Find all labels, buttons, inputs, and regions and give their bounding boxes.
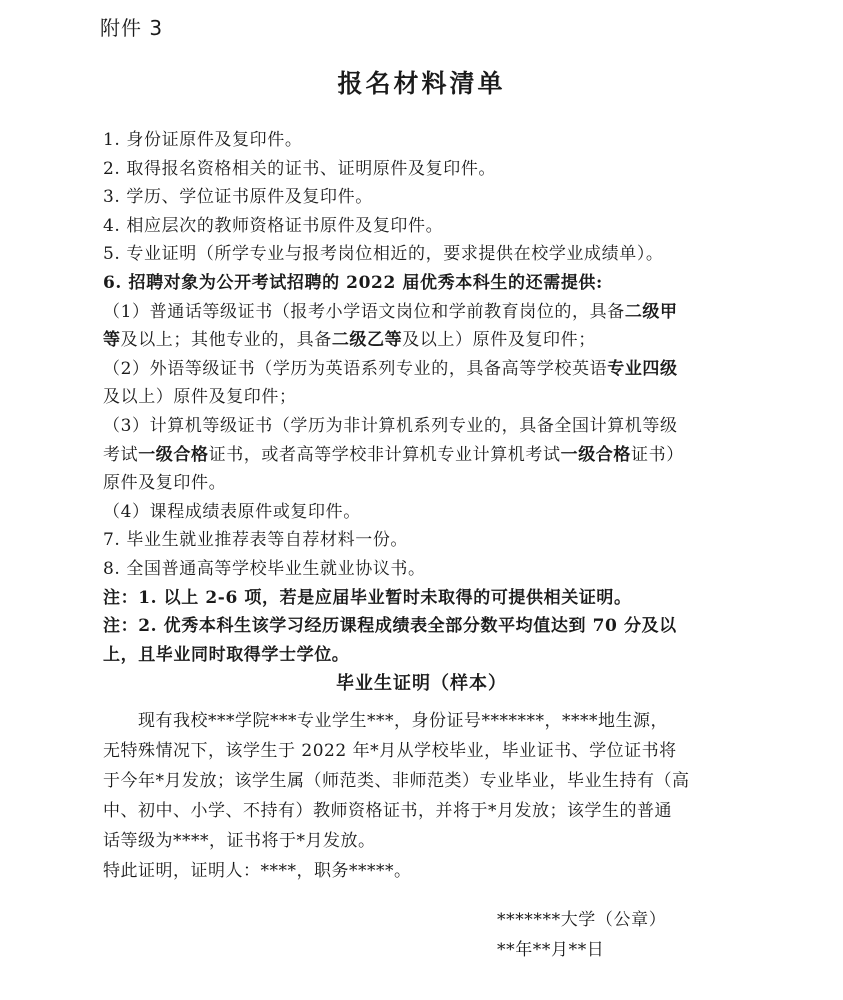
text: （1）普通话等级证书（报考小学语文岗位和学前教育岗位的，具备 [103, 301, 625, 322]
seal-text: *******大学（公章） [497, 910, 667, 930]
certificate-line: 话等级为****，证书将于*月发放。 [103, 831, 376, 851]
text: 考试 [103, 444, 139, 465]
sub-item [103, 298, 743, 327]
list-item: 5. 专业证明（所学专业与报考岗位相近的，要求提供在校学业成绩单）。 [103, 244, 664, 265]
certificate-line: 于今年*月发放；该学生属（师范类、非师范类）专业毕业，毕业生持有（高 [103, 771, 690, 791]
page-title: 报名材料清单 [337, 69, 506, 98]
list-item: 4. 相应层次的教师资格证书原件及复印件。 [103, 215, 444, 236]
text: 证书） [631, 444, 684, 465]
text: 及以上）原件及复印件； [402, 330, 596, 351]
note: 注：2. 优秀本科生该学习经历课程成绩表全部分数平均值达到 70 分及以 [103, 616, 677, 637]
sub-item-cont: 原件及复印件。 [103, 473, 227, 494]
note: 注：1. 以上 2-6 项，若是应届毕业暂时未取得的可提供相关证明。 [103, 587, 632, 608]
sub-item-cont [103, 326, 743, 355]
text: 证书，或者高等学校非计算机专业计算机考试 [208, 444, 561, 465]
attachment-label: 附件 3 [100, 16, 164, 40]
bold-text: 等 [103, 330, 121, 351]
sub-item [103, 355, 743, 384]
bold-text: 一级合格 [138, 444, 209, 465]
list-item: 2. 取得报名资格相关的证书、证明原件及复印件。 [103, 158, 497, 179]
bold-text: 一级合格 [560, 444, 632, 465]
sub-item-cont [103, 441, 743, 470]
certificate-title: 毕业生证明（样本） [336, 673, 507, 694]
certificate-line: 中、初中、小学、不持有）教师资格证书，并将于*月发放；该学生的普通 [103, 801, 672, 821]
bold-text: 二级乙等 [331, 330, 403, 351]
text: （2）外语等级证书（学历为英语系列专业的，具备高等学校英语 [103, 358, 608, 379]
certificate-line: 特此证明，证明人：****，职务*****。 [103, 861, 412, 881]
text: 及以上；其他专业的，具备 [120, 330, 332, 351]
date-text: **年**月**日 [497, 940, 605, 960]
certificate-line: 现有我校***学院***专业学生***，身份证号*******，****地生源， [103, 711, 668, 731]
bold-text: 专业四级 [607, 358, 678, 379]
certificate-line: 无特殊情况下，该学生于 2022 年*月从学校毕业，毕业证书、学位证书将 [103, 741, 677, 761]
sub-item: （4）课程成绩表原件或复印件。 [103, 501, 361, 522]
materials-list [103, 126, 743, 669]
bold-text: 二级甲 [624, 301, 678, 322]
list-item: 7. 毕业生就业推荐表等自荐材料一份。 [103, 530, 409, 551]
note-cont: 上，且毕业同时取得学士学位。 [103, 644, 350, 665]
list-item: 8. 全国普通高等学校毕业生就业协议书。 [103, 558, 426, 579]
sub-item: （3）计算机等级证书（学历为非计算机系列专业的，具备全国计算机等级 [103, 415, 678, 436]
list-item: 6. 招聘对象为公开考试招聘的 2022 届优秀本科生的还需提供: [103, 272, 603, 293]
list-item: 1. 身份证原件及复印件。 [103, 130, 303, 150]
sub-item-cont: 及以上）原件及复印件； [103, 387, 297, 408]
list-item: 3. 学历、学位证书原件及复印件。 [103, 187, 373, 208]
signature-block [497, 905, 666, 965]
certificate-body [103, 706, 743, 886]
